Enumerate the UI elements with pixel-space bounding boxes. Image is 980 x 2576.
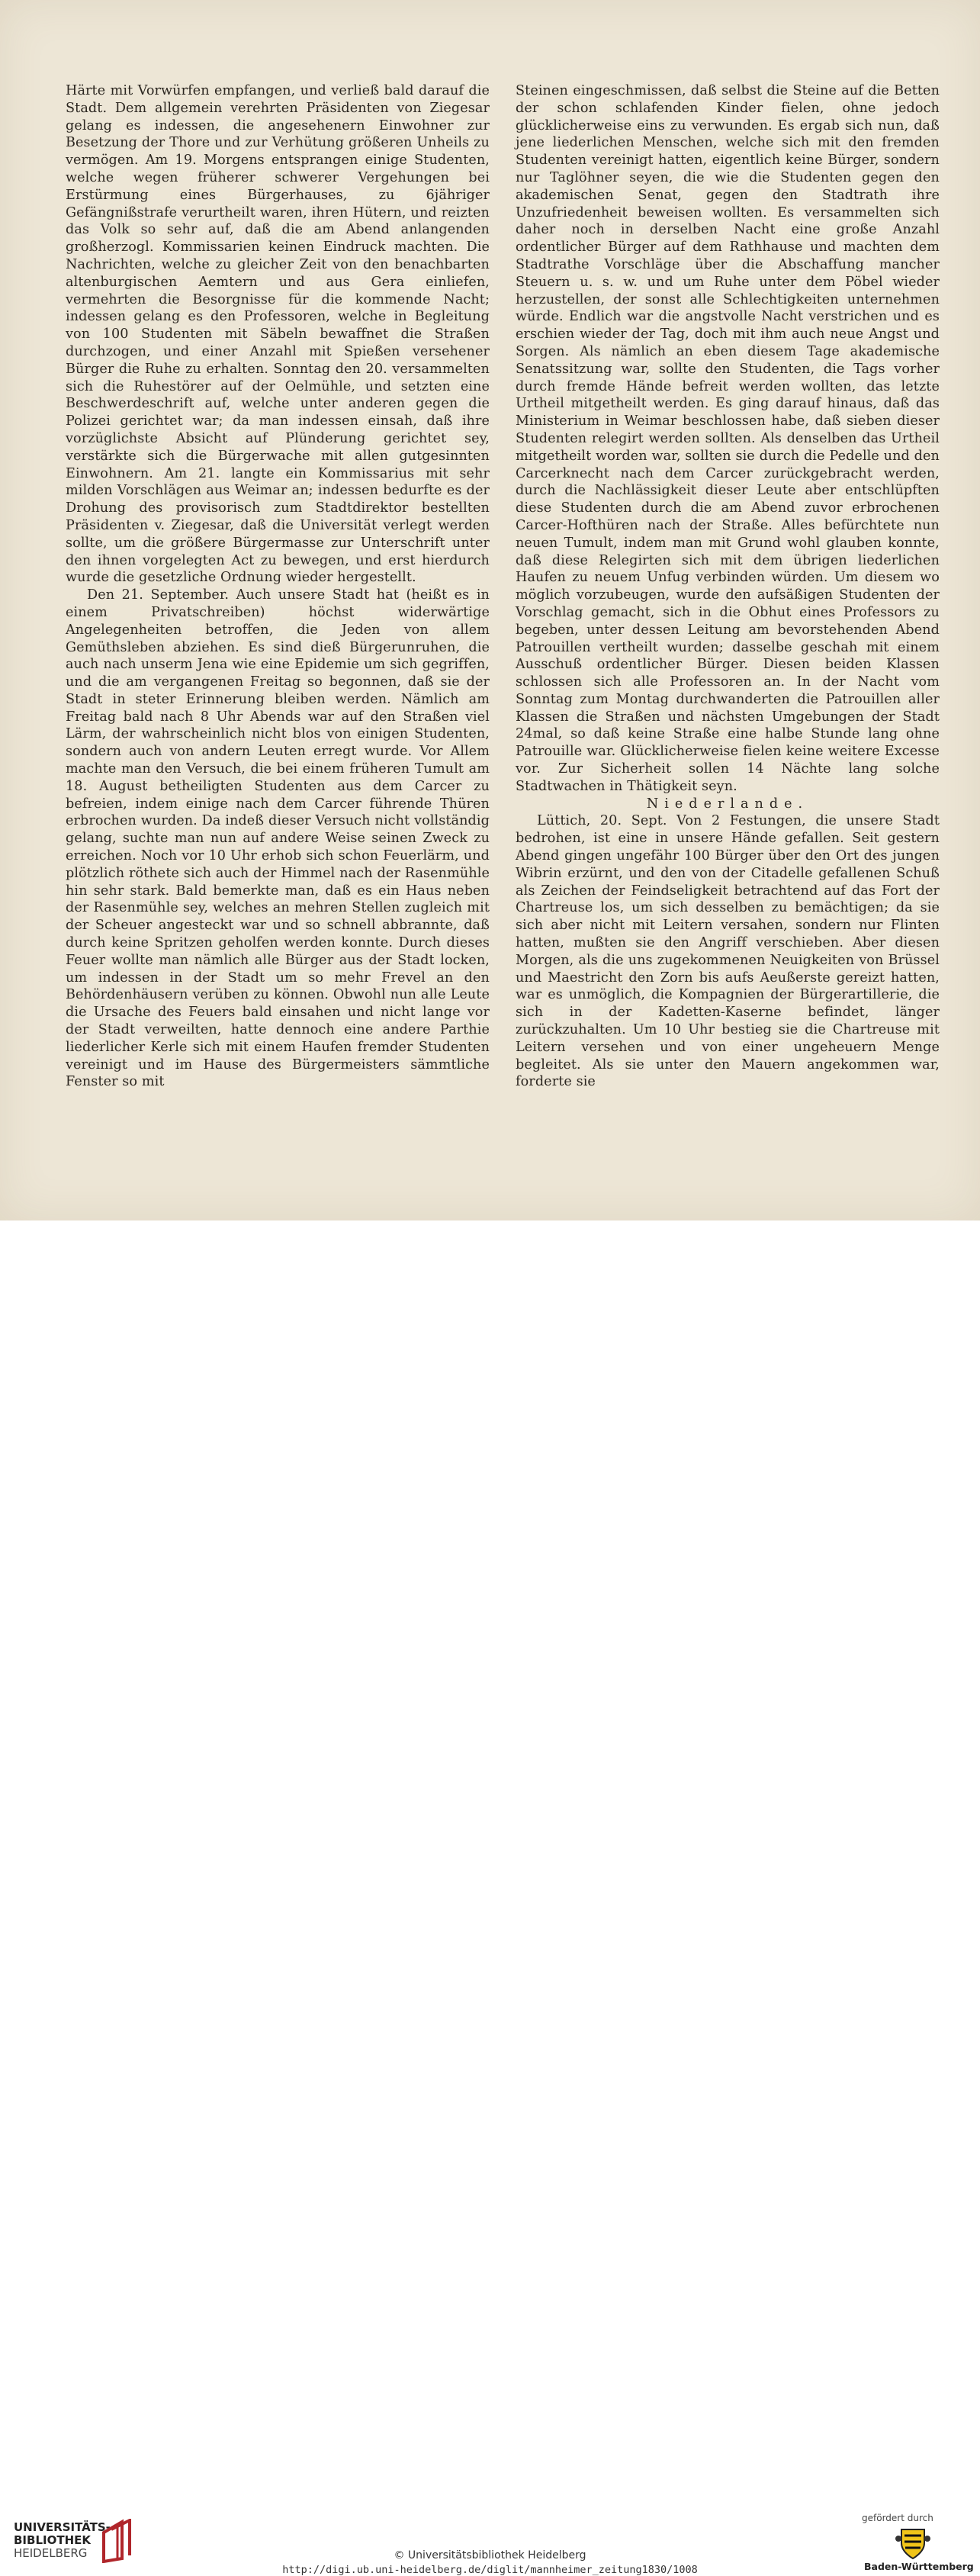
article-paragraph: Den 21. September. Auch unsere Stadt hat (heißt es in einem Privatschreiben) höchst widerwärtige Angelegenheiten betroffen, die Jeden von allem Gemüthsleben abziehen. Es sind dieß Bürgerunruhen, die auch nach unserm Jena wie eine Epidemie um sich gegriffen, und die am vergangenen Freitag so begonnen, daß sie der Stadt in steter Erinnerung bleiben werden. Nämlich am Freitag bald nach 8 Uhr Abends war auf den Straßen viel Lärm, der wahrscheinlich nicht blos von einigen Studenten, sondern auch von andern Leuten erregt wurde. Vor Allem machte man den Versuch, die bei einem früheren Tumult am 18. August betheiligten Studenten aus dem Carcer zu befreien, indem einige nach dem Carcer führende Thüren erbrochen wurden. Da indeß dieser Versuch nicht vollständig gelang, suchte man nun auf andere Weise seinen Zweck zu erreichen. Noch vor 10 Uhr erhob sich schon Feuerlärm, und plötzlich röthete sich auch der Himmel nach der Rasenmühle hin sehr stark. Bald bemerkte man, daß es ein Haus neben der Rasenmühle sey, welches an mehren Stellen zugleich mit der Scheuer angesteckt war und so schnell abbrannte, daß durch keine Spritzen geholfen werden konnte. Durch dieses Feuer wollte man nämlich alle Bürger aus der Stadt locken, um indessen in der Stadt um so mehr Frevel an den Behördenhäusern verüben zu können. Obwohl nun alle Leute die Ursache des Feuers bald einsahen und nicht lange vor der Stadt verweilten, hatte dennoch eine andere Parthie liederlicher Kerle sich mit einem Haufen fremder Studenten vereinigt und im Hause des Bürgermeisters sämmtliche Fenster so mit xyxy=(66,587,490,1090)
library-name-line: UNIVERSITÄTS- xyxy=(14,2520,111,2534)
funded-by-label: gefördert durch xyxy=(862,2513,933,2523)
sponsor-label: Baden-Württemberg xyxy=(864,2561,974,2572)
scanned-newspaper-page xyxy=(0,0,980,1220)
permalink[interactable]: http://digi.ub.uni-heidelberg.de/diglit/mannheimer_zeitung1830/1008 xyxy=(282,2564,698,2576)
left-column xyxy=(66,82,490,1091)
state-coat-of-arms-icon xyxy=(894,2526,932,2560)
footer xyxy=(0,1220,980,2576)
article-paragraph: Härte mit Vorwürfen empfangen, und verließ bald darauf die Stadt. Dem allgemein verehrten Präsidenten von Ziegesar gelang es indessen, die angesehenern Einwohner zur Besetzung der Thore und zur Verhütung größeren Unheils zu vermögen. Am 19. Morgens entsprangen einige Studenten, welche wegen früherer schwerer Vergehungen bei Erstürmung eines Bürgerhauses, zu 6jähriger Gefängnißstrafe verurtheilt waren, ihren Hütern, und reizten das Volk so sehr auf, daß die am Abend anlangenden großherzogl. Kommissarien keinen Eindruck machten. Die Nachrichten, welche zu gleicher Zeit von den benachbarten altenburgischen Aemtern und aus Gera einliefen, vermehrten die Besorgnisse für die kommende Nacht; indessen gelang es den Professoren, welche in Begleitung von 100 Studenten mit Säbeln bewaffnet die Straßen durchzogen, und einer Anzahl mit Spießen versehener Bürger die Ruhe zu erhalten. Sonntag den 20. versammelten sich die Ruhestörer auf der Oelmühle, und setzten eine Beschwerdeschrift auf, welche unter anderen gegen die Polizei gerichtet war; da man indessen einsah, daß ihre vorzüglichste Absicht auf Plünderung gerichtet sey, verstärkte sich die Bürgerwache mit allen gutgesinnten Einwohnern. Am 21. langte ein Kommissarius mit sehr milden Vorschlägen aus Weimar an; indessen bedurfte es der Drohung des provisorisch zum Stadtdirektor bestellten Präsidenten v. Ziegesar, daß die Universität verlegt werden sollte, um die größere Bürgermasse zur Unterschrift unter den ihnen vorgelegten Act zu bewegen, und erst hierdurch wurde die gesetzliche Ordnung wieder hergestellt. xyxy=(66,83,490,586)
article-paragraph: Lüttich, 20. Sept. Von 2 Festungen, die unsere Stadt bedrohen, ist eine in unsere Hände gefallen. Seit gestern Abend gingen ungefähr 100 Bürger über den Ort des jungen Wibrin erzürnt, und den von der Citadelle gefallenen Schuß als Zeichen der Feindseligkeit betrachtend auf das Fort der Chartreuse los, um sich desselben zu bemächtigen; da sie sich aber nicht mit Leitern versahen, sondern nur Flinten hatten, mußten sie den Angriff verschieben. Aber diesen Morgen, als die uns zugekommenen Neuigkeiten von Brüssel und Maestricht den Zorn bis aufs Aeußerste gereizt hatten, war es unmöglich, die Kompagnien der Bürgerartillerie, die sich in der Kadetten-Kaserne befindet, länger zurückzuhalten. Um 10 Uhr bestieg sie die Chartreuse mit Leitern versehen und von einer ungeheuern Menge begleitet. Als sie unter den Mauern angekommen war, forderte sie xyxy=(516,813,940,1090)
library-name-line: BIBLIOTHEK xyxy=(14,2533,91,2547)
copyright-notice: © Universitätsbibliothek Heidelberg xyxy=(394,2549,586,2562)
section-heading: Niederlande. xyxy=(646,796,809,812)
right-column xyxy=(516,82,940,1091)
library-name-line: HEIDELBERG xyxy=(14,2546,88,2560)
article-paragraph: Steinen eingeschmissen, daß selbst die Steine auf die Betten der schon schlafenden Kinder fielen, ohne jedoch glücklicherweise eins zu verwunden. Es ergab sich nun, daß jene liederlichen Menschen, welche sich mit den fremden Studenten vereinigt hatten, eigentlich keine Bürger, sondern nur Taglöhner seyen, die wie die Studenten gegen den akademischen Senat, gegen den Stadtrath ihre Unzufriedenheit beweisen wollten. Es versammelten sich daher noch in derselben Nacht eine große Anzahl ordentlicher Bürger auf dem Rathhause und machten dem Stadtrathe Vorschläge über die Abschaffung mancher Steuern u. s. w. und um Ruhe unter dem Pöbel wieder herzustellen, der sonst alle Schlechtigkeiten unternehmen würde. Endlich war die angstvolle Nacht verstrichen und es erschien wieder der Tag, doch mit ihm auch neue Angst und Sorgen. Als nämlich an eben diesem Tage akademische Senatssitzung war, sollte den Studenten, die Tags vorher durch fremde Hände befreit werden wollten, das letzte Urtheil mitgetheilt werden. Es ging darauf hinaus, daß das Ministerium in Weimar beschlossen habe, daß sieben dieser Studenten relegirt werden sollten. Als denselben das Urtheil mitgetheilt worden war, sollten sie durch die Pedelle und den Carcerknecht nach dem Carcer zurückgebracht werden, durch die Nachlässigkeit dieser Leute aber entschlüpften diese Studenten durch die am Abend zuvor erbrochenen Carcer-Hofthüren nach der Straße. Alles befürchtete nun neuen Tumult, indem man mit Grund wohl glauben konnte, daß diese Relegirten sich mit dem übrigen liederlichen Haufen zu neuem Unfug verbinden würden. Um diesem wo möglich vorzubeugen, wurde den aufsäßigen Studenten der Vorschlag gemacht, sich in die Obhut eines Professors zu begeben, unter dessen Leitung am bevorstehenden Abend Patrouillen vertheilt wurden; dasselbe geschah mit einem Ausschuß ordentlicher Bürger. Diesen beiden Klassen schlossen sich alle Professoren an. In der Nacht vom Sonntag zum Montag durchwanderten die Patrouillen aller Klassen die Straßen und nächsten Umgebungen der Stadt 24mal, so daß keine Straße eine halbe Stunde lang ohne Patrouille war. Glücklicherweise fielen keine weitere Excesse vor. Zur Sicherheit sollen 14 Nächte lang solche Stadtwachen in Thätigkeit seyn. xyxy=(516,83,940,794)
